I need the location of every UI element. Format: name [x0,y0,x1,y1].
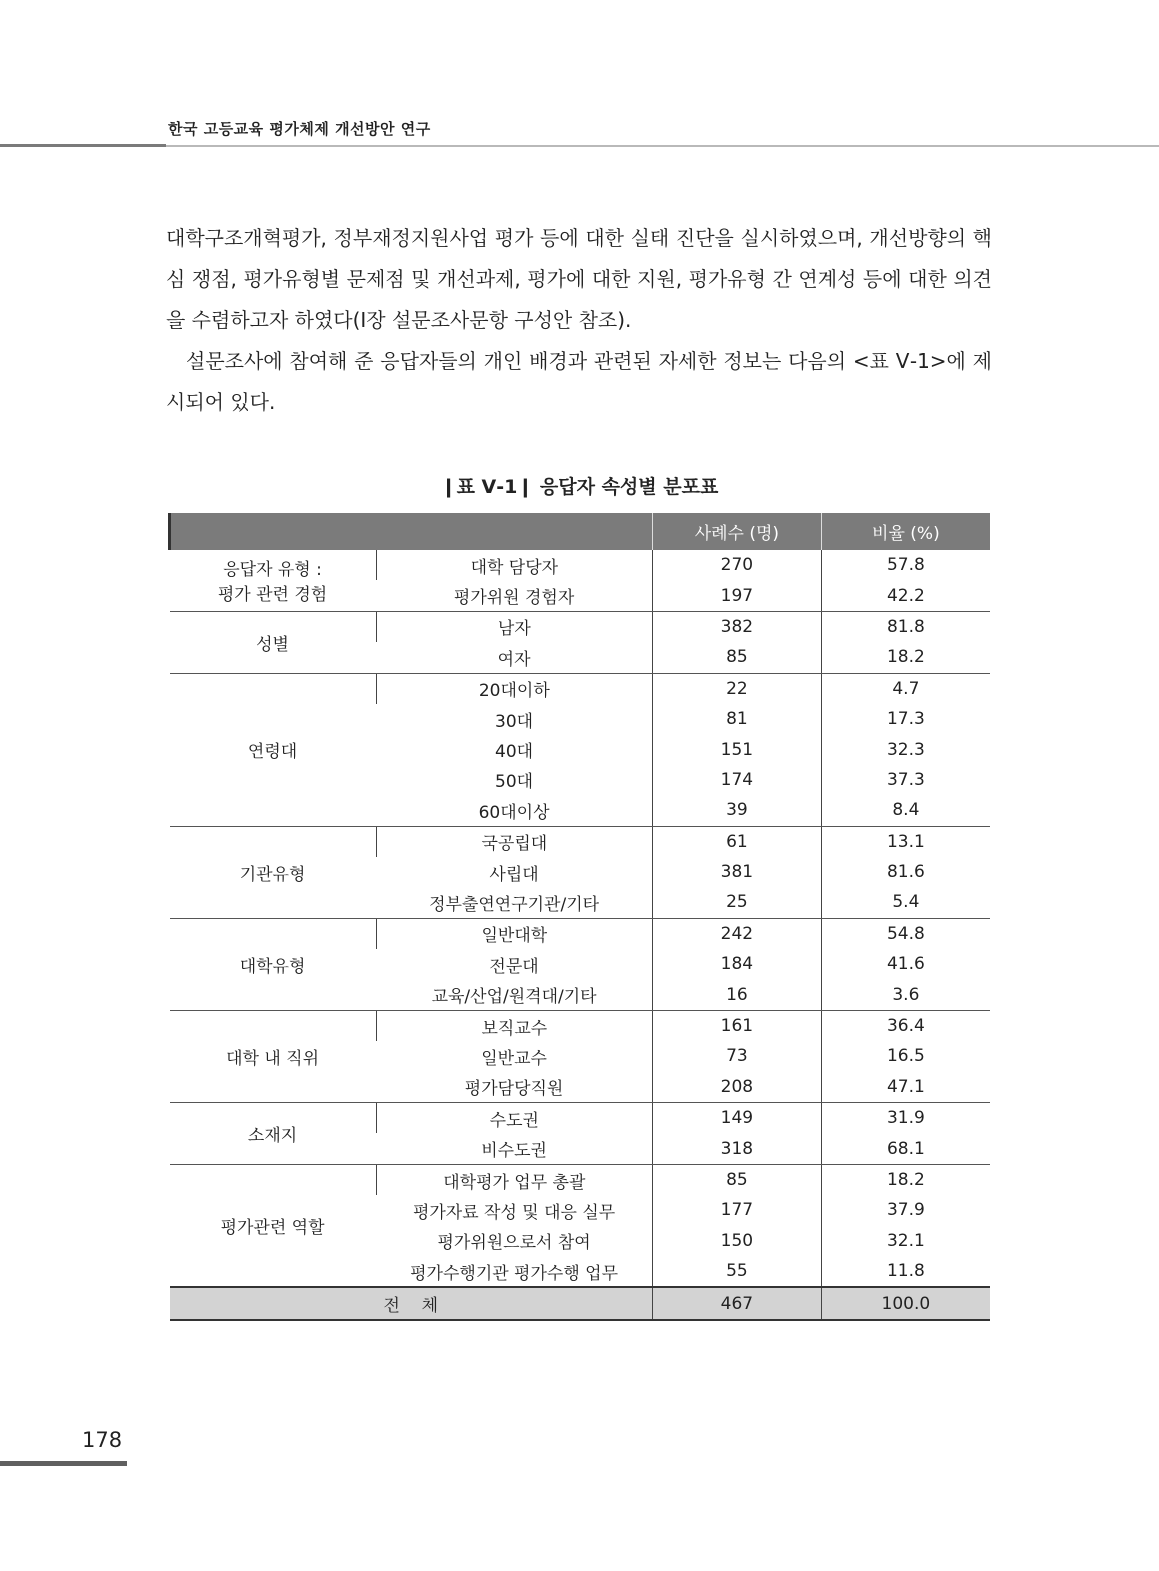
category-cell: 대학 내 직위 [170,1010,377,1102]
percent-cell: 13.1 [821,826,990,857]
count-cell: 81 [653,704,822,734]
subcategory-cell: 비수도권 [376,1133,652,1164]
percent-cell: 41.6 [821,949,990,979]
subcategory-cell: 수도권 [376,1103,652,1134]
percent-cell: 32.1 [821,1226,990,1256]
percent-cell: 3.6 [821,979,990,1010]
subcategory-cell: 20대이하 [376,673,652,704]
count-cell: 184 [653,949,822,979]
running-head: 한국 고등교육 평가체제 개선방안 연구 [168,120,431,138]
header-blank [170,513,653,550]
subcategory-cell: 남자 [376,611,652,642]
subcategory-cell: 50대 [495,772,534,793]
count-cell: 174 [653,765,822,795]
count-cell: 381 [653,857,822,887]
count-cell: 22 [653,673,822,704]
paragraph: 대학구조개혁평가, 정부재정지원사업 평가 등에 대한 실태 진단을 실시하였으며, 개선방향의 핵심 쟁점, 평가유형별 문제점 및 개선과제, 평가에 대한 지원, 평가유형 간 연계성 등에 대한 의견을 수렴하고자 하였다(Ⅰ장 설문조사문항 구성안 참조). [166,226,992,332]
percent-cell: 36.4 [821,1010,990,1041]
count-cell: 318 [653,1133,822,1164]
subcategory-cell: 교육/산업/원격대/기타 [376,979,652,1010]
subcategory-cell: 60대이상 [376,795,652,826]
category-cell: 응답자 유형 : 평가 관련 경험 [170,550,377,611]
count-cell: 85 [653,1164,822,1195]
count-cell: 61 [653,826,822,857]
subcategory-cell: 여자 [376,642,652,673]
total-percent: 100.0 [821,1287,990,1319]
subcategory-cell: 평가수행기관 평가수행 업무 [376,1256,652,1287]
percent-cell: 37.3 [821,765,990,795]
percent-cell: 18.2 [821,642,990,673]
category-cell: 소재지 [170,1103,377,1165]
percent-cell: 81.6 [821,857,990,887]
subcategory-cell: 평가담당직원 [376,1072,652,1103]
subcategory-cell: 평가위원 경험자 [376,580,652,611]
total-count: 467 [653,1287,822,1319]
count-cell: 242 [653,918,822,949]
count-cell: 197 [653,580,822,611]
percent-cell: 57.8 [821,550,990,580]
subcategory-cell: 일반대학 [376,918,652,949]
percent-cell: 54.8 [821,918,990,949]
table-row [170,673,991,704]
table-row [170,1103,991,1134]
count-cell: 39 [653,795,822,826]
percent-cell: 17.3 [821,704,990,734]
paragraph: 설문조사에 참여해 준 응답자들의 개인 배경과 관련된 자세한 정보는 다음의 <표 Ⅴ-1>에 제시되어 있다. [166,349,992,414]
respondent-distribution-table [168,513,990,1321]
percent-cell: 32.3 [821,734,990,764]
percent-cell: 16.5 [821,1041,990,1071]
count-cell: 151 [653,734,822,764]
header-rule-dark [0,144,166,147]
percent-cell: 37.9 [821,1195,990,1225]
header-percent: 비율 (%) [821,513,990,550]
percent-cell: 47.1 [821,1072,990,1103]
count-cell: 177 [653,1195,822,1225]
subcategory-cell: 대학평가 업무 총괄 [376,1164,652,1195]
subcategory-cell: 평가위원으로서 참여 [437,1233,591,1254]
page-number: 178 [82,1428,123,1452]
category-cell: 평가관련 역할 [170,1164,377,1287]
subcategory-cell: 보직교수 [376,1010,652,1041]
footer-rule [0,1461,127,1466]
count-cell: 161 [653,1010,822,1041]
subcategory-cell: 대학 담당자 [376,550,652,580]
category-cell: 대학유형 [170,918,377,1010]
category-cell: 연령대 [170,673,377,826]
table-row [170,611,991,642]
table-row [170,1010,991,1041]
subcategory-cell: 평가자료 작성 및 대응 실무 [412,1202,616,1223]
total-label: 전 체 [170,1287,653,1319]
percent-cell: 11.8 [821,1256,990,1287]
count-cell: 73 [653,1041,822,1071]
table-caption: ❙표 Ⅴ-1❙ 응답자 속성별 분포표 [440,476,719,498]
subcategory-cell: 국공립대 [376,826,652,857]
percent-cell: 68.1 [821,1133,990,1164]
count-cell: 55 [653,1256,822,1287]
percent-cell: 81.8 [821,611,990,642]
count-cell: 382 [653,611,822,642]
table-header-row [170,513,991,550]
subcategory-cell: 30대 [495,711,534,732]
header-rule-light [166,145,1159,147]
percent-cell: 4.7 [821,673,990,704]
percent-cell: 8.4 [821,795,990,826]
body-text [166,218,992,423]
table-row [170,918,991,949]
percent-cell: 42.2 [821,580,990,611]
subcategory-cell: 일반교수 [481,1048,547,1069]
count-cell: 208 [653,1072,822,1103]
count-cell: 150 [653,1226,822,1256]
header-count: 사례수 (명) [653,513,822,550]
percent-cell: 18.2 [821,1164,990,1195]
subcategory-cell: 사립대 [489,864,539,885]
count-cell: 270 [653,550,822,580]
count-cell: 16 [653,979,822,1010]
total-row [170,1287,991,1319]
count-cell: 149 [653,1103,822,1134]
category-cell: 성별 [170,611,377,673]
subcategory-cell: 정부출연연구기관/기타 [376,887,652,918]
subcategory-cell: 전문대 [489,956,539,977]
percent-cell: 31.9 [821,1103,990,1134]
category-cell: 기관유형 [170,826,377,918]
subcategory-cell: 40대 [495,742,534,763]
count-cell: 85 [653,642,822,673]
table-row [170,1164,991,1195]
percent-cell: 5.4 [821,887,990,918]
table-row [170,550,991,580]
count-cell: 25 [653,887,822,918]
table-row [170,826,991,857]
